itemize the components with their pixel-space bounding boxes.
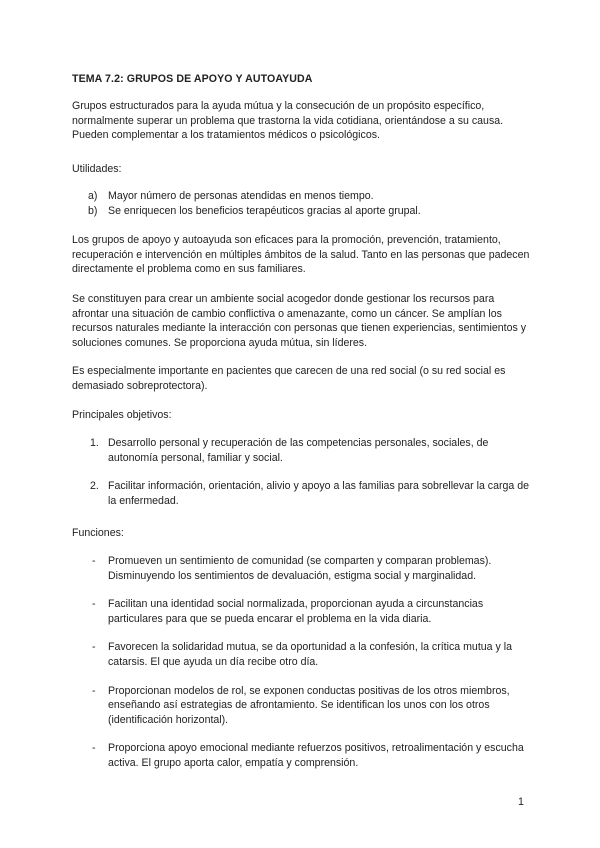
list-item [72,684,532,728]
document-title: TEMA 7.2: GRUPOS DE APOYO Y AUTOAYUDA [72,73,313,85]
list-item [72,204,532,219]
list-item [72,189,532,204]
list-marker: - [92,684,96,697]
list-item [72,436,532,465]
funciones-heading: Funciones: [72,527,124,539]
list-item [72,597,532,626]
list-marker: - [92,742,96,755]
list-marker: 1. [90,437,99,449]
eficaces-paragraph: Los grupos de apoyo y autoayuda son eficaces para la promoción, prevención, tratamiento, recuperación e intervención en múltiples ámbitos de la salud. Tanto en las personas que padecen directamente el problema como en sus familiares. [72,234,530,276]
list-marker: - [92,555,96,567]
list-item-text: Favorecen la solidaridad mutua, se da oportunidad a la confesión, la crítica mutua y la catarsis. El que ayuda un día recibe otro día. [108,641,512,668]
objetivos-list [72,436,532,508]
list-item [72,741,532,770]
objetivos-heading: Principales objetivos: [72,409,172,421]
list-marker: b) [88,204,98,217]
list-item-text: Mayor número de personas atendidas en menos tiempo. [108,190,374,202]
list-item-text: Desarrollo personal y recuperación de las competencias personales, sociales, de autonomía personal, familiar y social. [108,437,489,464]
utilidades-heading: Utilidades: [72,163,122,175]
list-marker: - [92,641,96,654]
intro-paragraph: Grupos estructurados para la ayuda mútua y la consecución de un propósito específico, normalmente superar un problema que trastorna la vida cotidiana, orientándose a su causa. Pueden complementar a los tratamientos médicos o psicológicos. [72,100,504,142]
list-item-text: Promueven un sentimiento de comunidad (se comparten y comparan problemas). Disminuyendo los sentimientos de devaluación, estigma social y marginalidad. [108,555,492,582]
list-marker: - [92,598,96,611]
list-item [72,640,532,669]
list-item-text: Se enriquecen los beneficios terapéuticos gracias al aporte grupal. [108,204,421,217]
funciones-list [72,554,532,771]
list-marker: a) [88,190,98,202]
list-item-text: Facilitan una identidad social normalizada, proporcionan ayuda a circunstancias particulares para que se pueda encarar el problema en la vida diaria. [108,598,484,625]
list-marker: 2. [90,480,99,493]
list-item-text: Proporcionan modelos de rol, se exponen conductas positivas de los otros miembros, enseñando así estrategias de afrontamiento. Se identifican los unos con los otros (identificación horizontal). [108,684,510,726]
page-number: 1 [518,796,524,808]
ambiente-paragraph: Se constituyen para crear un ambiente social acogedor donde gestionar los recursos para afrontar una situación de cambio conflictiva o amenazante, como un cáncer. Se amplían los recursos naturales mediante la interacción con personas que tienen experiencias, sentimientos y soluciones comunes. Se proporciona ayuda mútua, sin líderes. [72,293,527,349]
list-item [72,479,532,508]
list-item-text: Facilitar información, orientación, alivio y apoyo a las familias para sobrellevar la carga de la enfermedad. [108,480,530,507]
list-item-text: Proporciona apoyo emocional mediante refuerzos positivos, retroalimentación y escucha activa. El grupo aporta calor, empatía y comprensión. [108,742,524,769]
list-item [72,554,532,583]
importante-paragraph: Es especialmente importante en pacientes que carecen de una red social (o su red social es demasiado sobreprotectora). [72,365,506,392]
utilidades-list [72,189,532,218]
